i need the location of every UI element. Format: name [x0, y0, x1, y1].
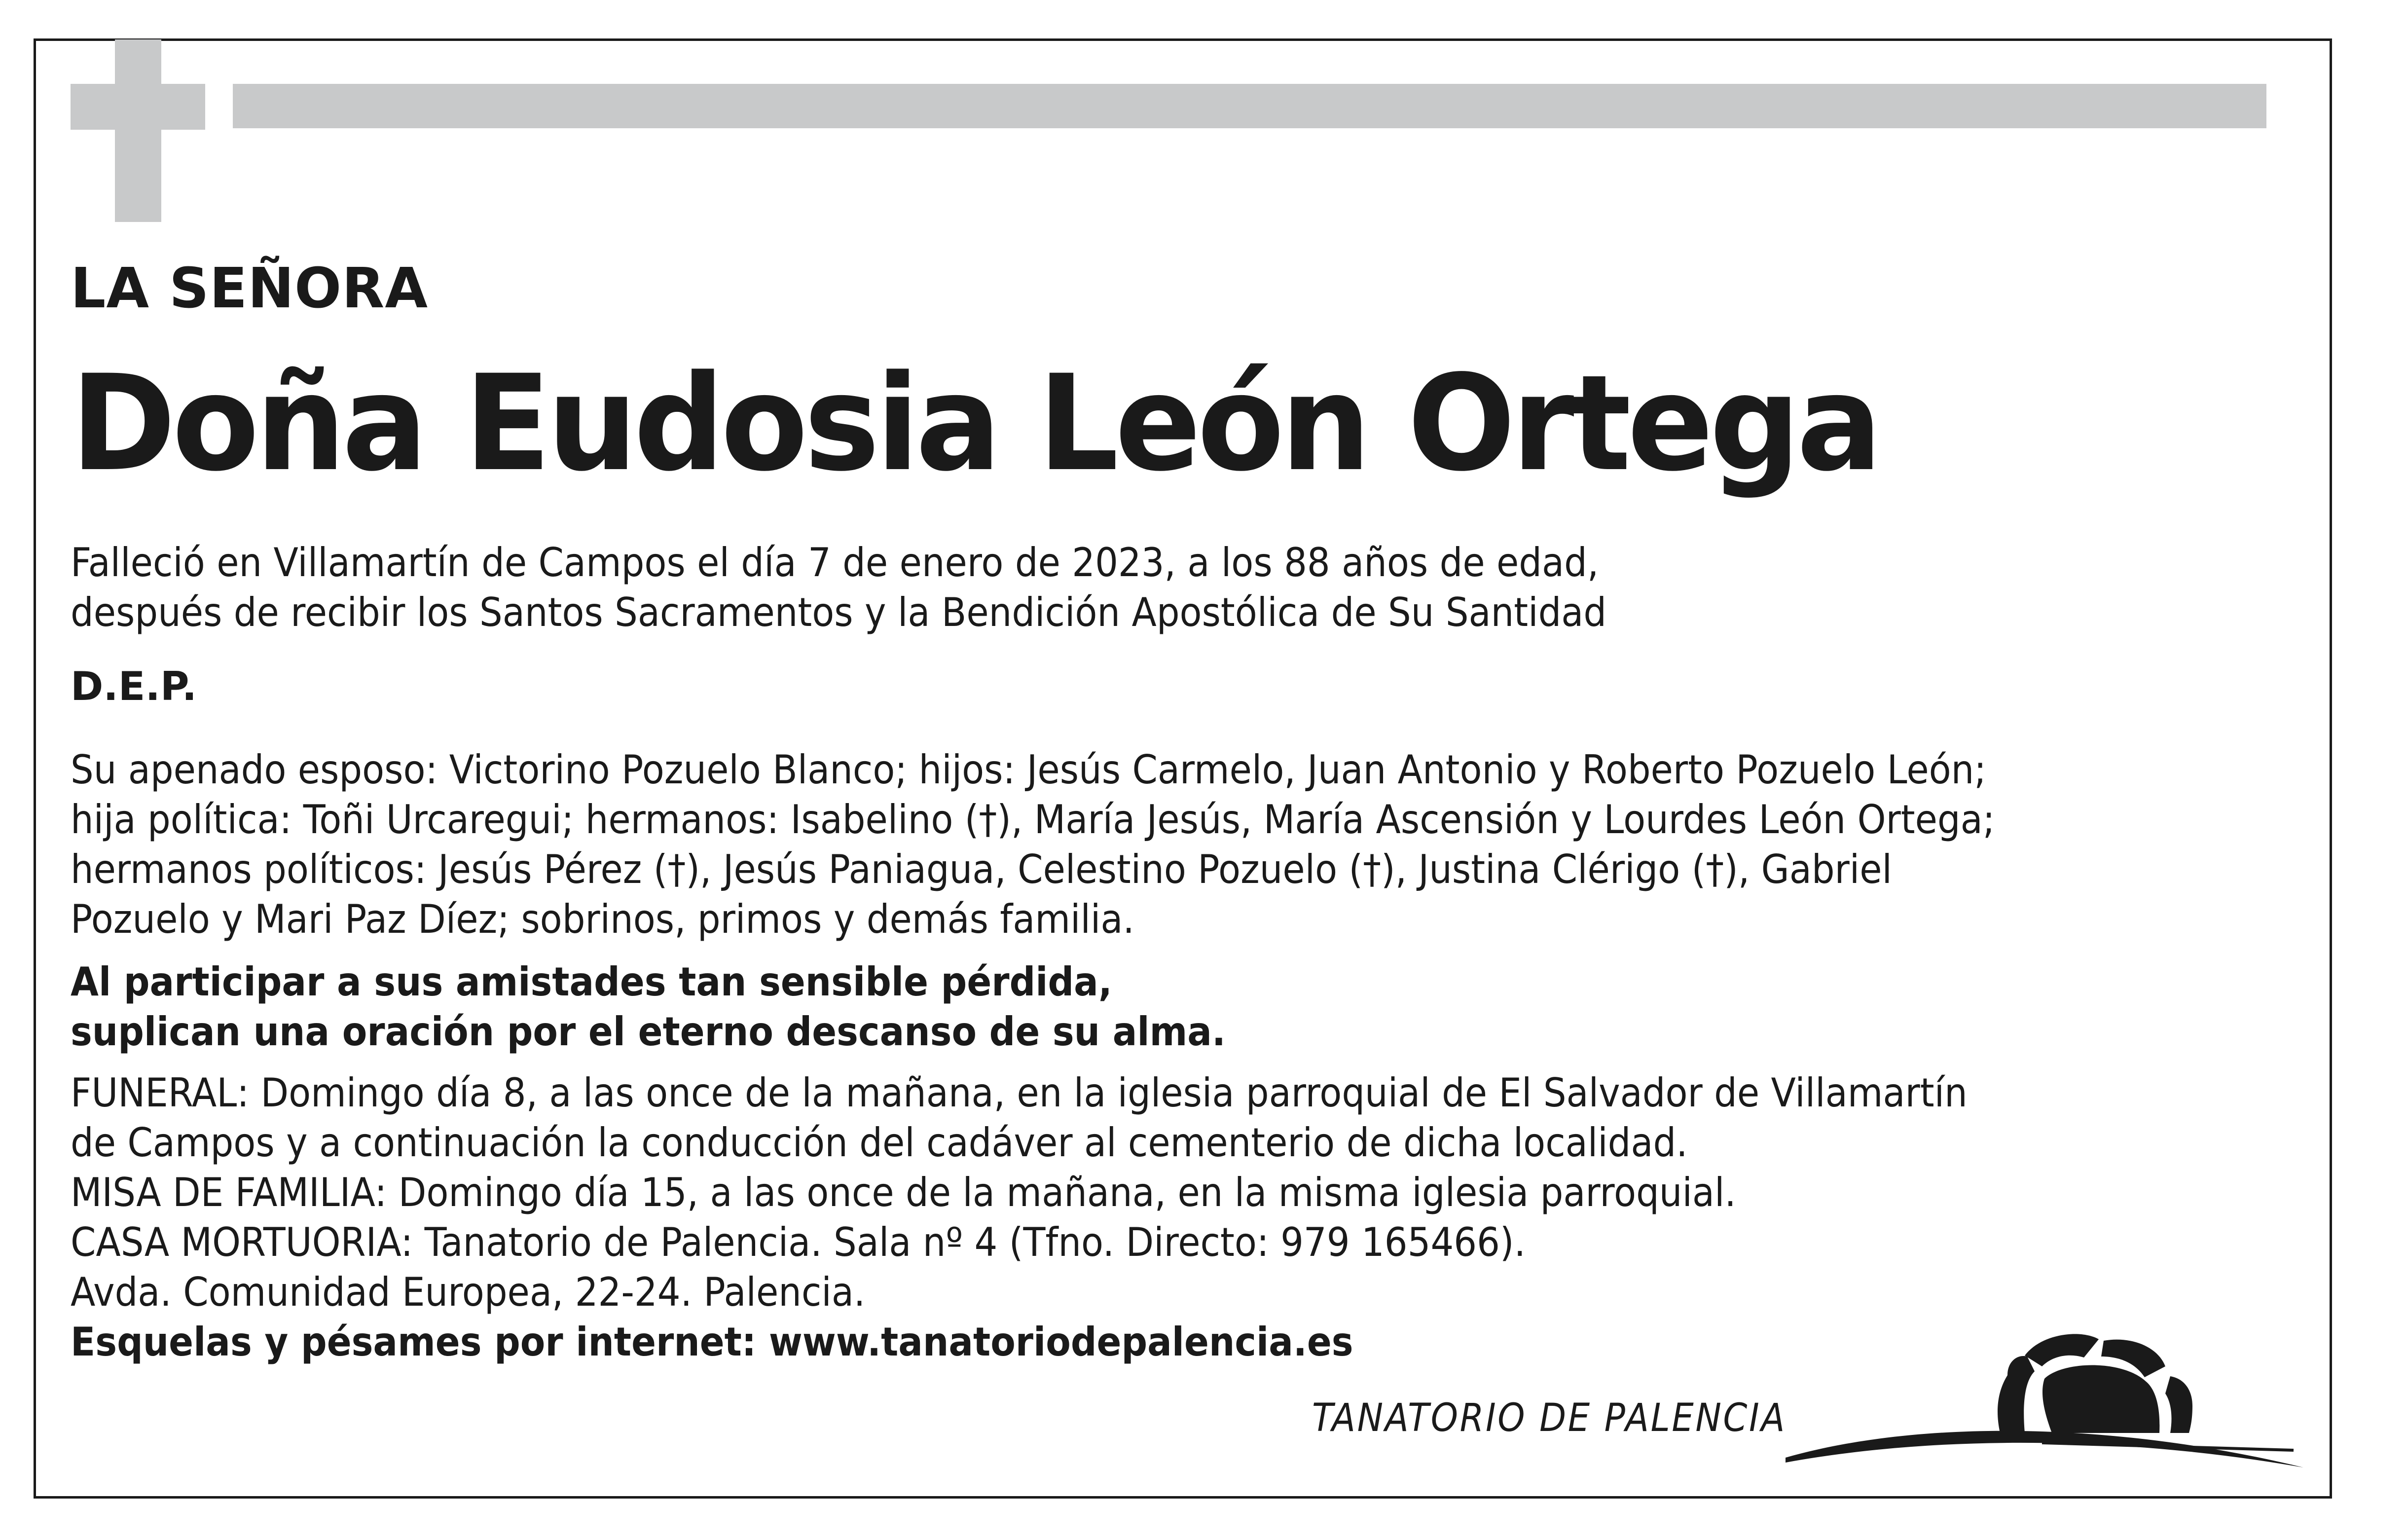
- family-line: Pozuelo y Mari Paz Díez; sobrinos, primos y demás familia.: [71, 896, 1134, 942]
- honorific-title: LA SEÑORA: [71, 257, 429, 321]
- details-line: CASA MORTUORIA: Tanatorio de Palencia. Sala nº 4 (Tfno. Directo: 979 165466).: [71, 1219, 1526, 1265]
- dome-arch-logo-icon: [1776, 1292, 2308, 1490]
- intro-line: Falleció en Villamartín de Campos el día 7 de enero de 2023, a los 88 años de edad,: [71, 540, 1599, 586]
- dep-label: D.E.P.: [71, 663, 197, 709]
- family-line: Su apenado esposo: Victorino Pozuelo Blanco; hijos: Jesús Carmelo, Juan Antonio y Roberto Pozuelo León;: [71, 747, 1987, 793]
- intro-paragraph: [71, 538, 1606, 637]
- details-line: Avda. Comunidad Europea, 22-24. Palencia.: [71, 1269, 866, 1315]
- details-line: FUNERAL: Domingo día 8, a las once de la mañana, en la iglesia parroquial de El Salvador de Villamartín: [71, 1070, 1968, 1116]
- family-line: hermanos políticos: Jesús Pérez (†), Jesús Paniagua, Celestino Pozuelo (†), Justina Clérigo (†), Gabriel: [71, 846, 1892, 892]
- closing-line: Al participar a sus amistades tan sensible pérdida,: [71, 959, 1112, 1005]
- closing-paragraph: [71, 957, 1226, 1057]
- logo-text: TANATORIO DE PALENCIA: [1312, 1396, 1787, 1440]
- service-details: [71, 1068, 1968, 1367]
- website-line: Esquelas y pésames por internet: www.tanatoriodepalencia.es: [71, 1319, 1353, 1365]
- family-paragraph: [71, 745, 1995, 944]
- deceased-name: Doña Eudosia León Ortega: [71, 347, 1879, 501]
- cross-icon-vertical: [115, 39, 161, 222]
- intro-line: después de recibir los Santos Sacramentos y la Bendición Apostólica de Su Santidad: [71, 589, 1607, 635]
- closing-line: suplican una oración por el eterno descanso de su alma.: [71, 1009, 1226, 1055]
- cross-icon-horizontal: [71, 84, 205, 130]
- details-line: de Campos y a continuación la conducción del cadáver al cementerio de dicha localidad.: [71, 1120, 1688, 1166]
- header-rule: [233, 84, 2266, 128]
- details-line: MISA DE FAMILIA: Domingo día 15, a las once de la mañana, en la misma iglesia parroquial.: [71, 1170, 1736, 1215]
- family-line: hija política: Toñi Urcaregui; hermanos: Isabelino (†), María Jesús, María Ascensión y Lourdes León Ortega;: [71, 797, 1995, 843]
